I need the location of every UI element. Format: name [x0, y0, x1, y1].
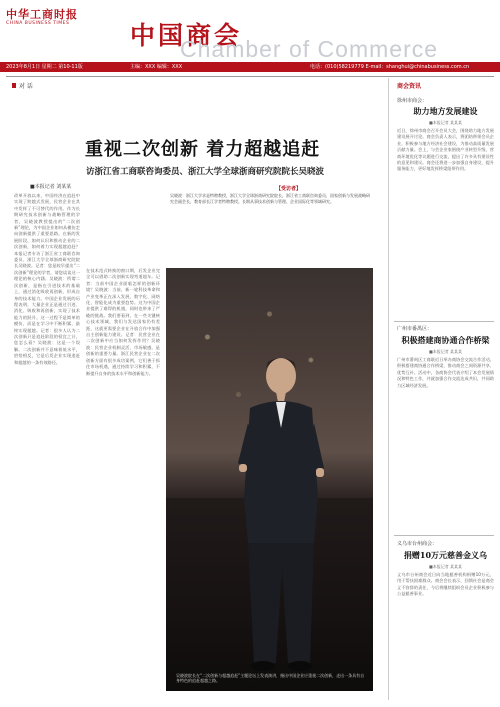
sidebar-1-headline: 助力地方发展建设: [413, 106, 478, 116]
sidebar-divider: [394, 535, 494, 536]
newspaper-logo: 中华工商时报: [6, 8, 78, 21]
masthead: [0, 0, 500, 62]
sidebar-3-headline: 捐赠10万元慈善金义乌: [403, 550, 488, 560]
issue-bar: [0, 62, 500, 72]
section-marker-icon: [12, 83, 16, 88]
intro-title: 【受访者】: [276, 186, 302, 192]
photo-caption: 吴晓波院长在“二次创新与超越追赶”主题论坛上发表演讲，指出中国企业应重视二次创新，走出一条具有自身特色的追赶超越之路。: [176, 673, 365, 684]
section-label-right: 商会资讯: [397, 83, 422, 90]
column-rule: [388, 78, 389, 700]
issue-info: 2023年8月1日 星期二 第10-11版: [6, 64, 83, 70]
editors: 主编：XXX 编辑：XXX: [130, 64, 183, 70]
sidebar-2-title: 广州市番禺区：: [397, 326, 433, 332]
newspaper-logo-en: CHINA BUSINESS TIMES: [6, 21, 70, 26]
sidebar-3-body: 义乌市台州商会近日向当地慈善机构捐赠10万元，用于帮扶困难群众。商会会长表示，回馈社会是商会义不容辞的责任，今后将继续组织会员企业积极参与公益慈善事业。: [397, 572, 494, 597]
article-column-1: 改革开放以来，中国经济在追赶中实现了跨越式发展，民营企业在其中发挥了不可替代的作用。作为长期研究技术创新与战略管理的学者，吴晓波教授提出的“二次创新”理论，为中国企业如何从模仿走向创新提供了重要思路。在新的发展阶段，如何认识和推动企业的二次创新，如何着力实现超越追赶？本报记者专访了浙江省工商联咨询委员、浙江大学全球浙商研究院院长吴晓波。记者：您是较早提出“二次创新”理论的学者，请您谈谈这一理论的核心内涵。吴晓波：所谓二次创新，是指在引进技术的基础上，通过消化吸收再创新，形成自身的技术能力。中国企业发展的历程表明，大量企业正是通过引进、消化、吸收和再创新，实现了技术能力的跃升。这一过程不是简单的模仿，而是在学习中不断积累，最终实现超越。记者：很多人认为二次创新只是追赶阶段的权宜之计，您怎么看？吴晓波：这是一个误解。二次创新并不意味着低水平，恰恰相反，它是后发企业实现追赶和超越的一条有效路径。: [14, 193, 80, 365]
headline: 重视二次创新 着力超越追赶: [85, 139, 321, 160]
top-rule: [6, 76, 494, 77]
speaker-photo: [166, 268, 373, 691]
sidebar-2-body: 广州市番禺区工商联近日举办商协会交流合作活动，积极搭建商协通合作桥梁，推动商会之间资源共享、优势互补。活动中，各商协会代表介绍了本会发展情况和特色工作，并就加强合作交流达成共识，共同助力区域经济发展。: [397, 357, 494, 388]
sidebar-3-byline: ■本报记者 某某某: [428, 564, 463, 569]
sidebar-3-title: 义乌市台州商会：: [397, 541, 438, 547]
byline: ■本报记者 刘某某: [30, 184, 72, 190]
sidebar-1-body: 近日，徐州市商会召开会员大会，围绕助力地方发展建设展开讨论。商会负责人表示，将团结带领会员企业，积极参与地方经济社会建设，为推动高质量发展贡献力量。会上，与会企业家围绕产业转型升级、营商环境优化等议题进行交流，提出了许多具有建设性的意见和建议。商会还将进一步加强自身建设，提升服务能力，更好地发挥桥梁纽带作用。: [397, 128, 494, 172]
section-label-left: 对 话: [12, 81, 33, 90]
sidebar-2-headline: 积极搭建商协通合作桥梁: [401, 335, 490, 345]
article-column-2: 在技术范式转换的窗口期，后发企业完全可以借助二次创新实现弯道超车。记者：当前中国企业面临怎样的创新环境？吴晓波：当前，新一轮科技革命和产业变革正在深入发展，数字化、网络化、智能化成为重要趋势。这为中国企业提供了难得的机遇，同时也带来了严峻的挑战。我们要看到，在一些关键核心技术领域，我们与发达国家仍有差距，这就更需要企业在开放合作中加强自主创新能力建设。记者：民营企业在二次创新中应当如何发挥作用？吴晓波：民营企业机制灵活、市场敏感，是创新的重要力量。浙江民营企业在二次创新方面有很多成功案例，它们善于抓住市场机遇，通过持续学习和积累，不断提升自身的技术水平和创新能力。: [86, 268, 160, 376]
sidebar-1-title: 徐州市商会：: [397, 98, 428, 104]
interviewee-intro: [166, 183, 373, 266]
speaker-figure: [236, 328, 326, 673]
sidebar-2-byline: ■本报记者 某某某: [428, 349, 463, 354]
sidebar-divider: [394, 321, 494, 322]
page-title-en: Chamber of Commerce: [180, 36, 439, 62]
page-title: 中国商会: [130, 21, 243, 50]
sidebar-1-byline: ■本报记者 某某某: [428, 120, 463, 125]
subheadline: 访浙江省工商联咨询委员、浙江大学全球浙商研究院院长吴晓波: [86, 167, 325, 177]
contact: 电话：(010)58219779 E-mail：shanghui@chinabusiness.com.cn: [310, 64, 470, 70]
intro-text: 吴晓波：浙江大学求是特聘教授，浙江大学全球浙商研究院院长，浙江省工商联咨询委员，国家创新与发展战略研究会副会长，教育部长江学者特聘教授。长期从事技术创新与管理、企业国际化等领域研究。: [170, 193, 370, 204]
